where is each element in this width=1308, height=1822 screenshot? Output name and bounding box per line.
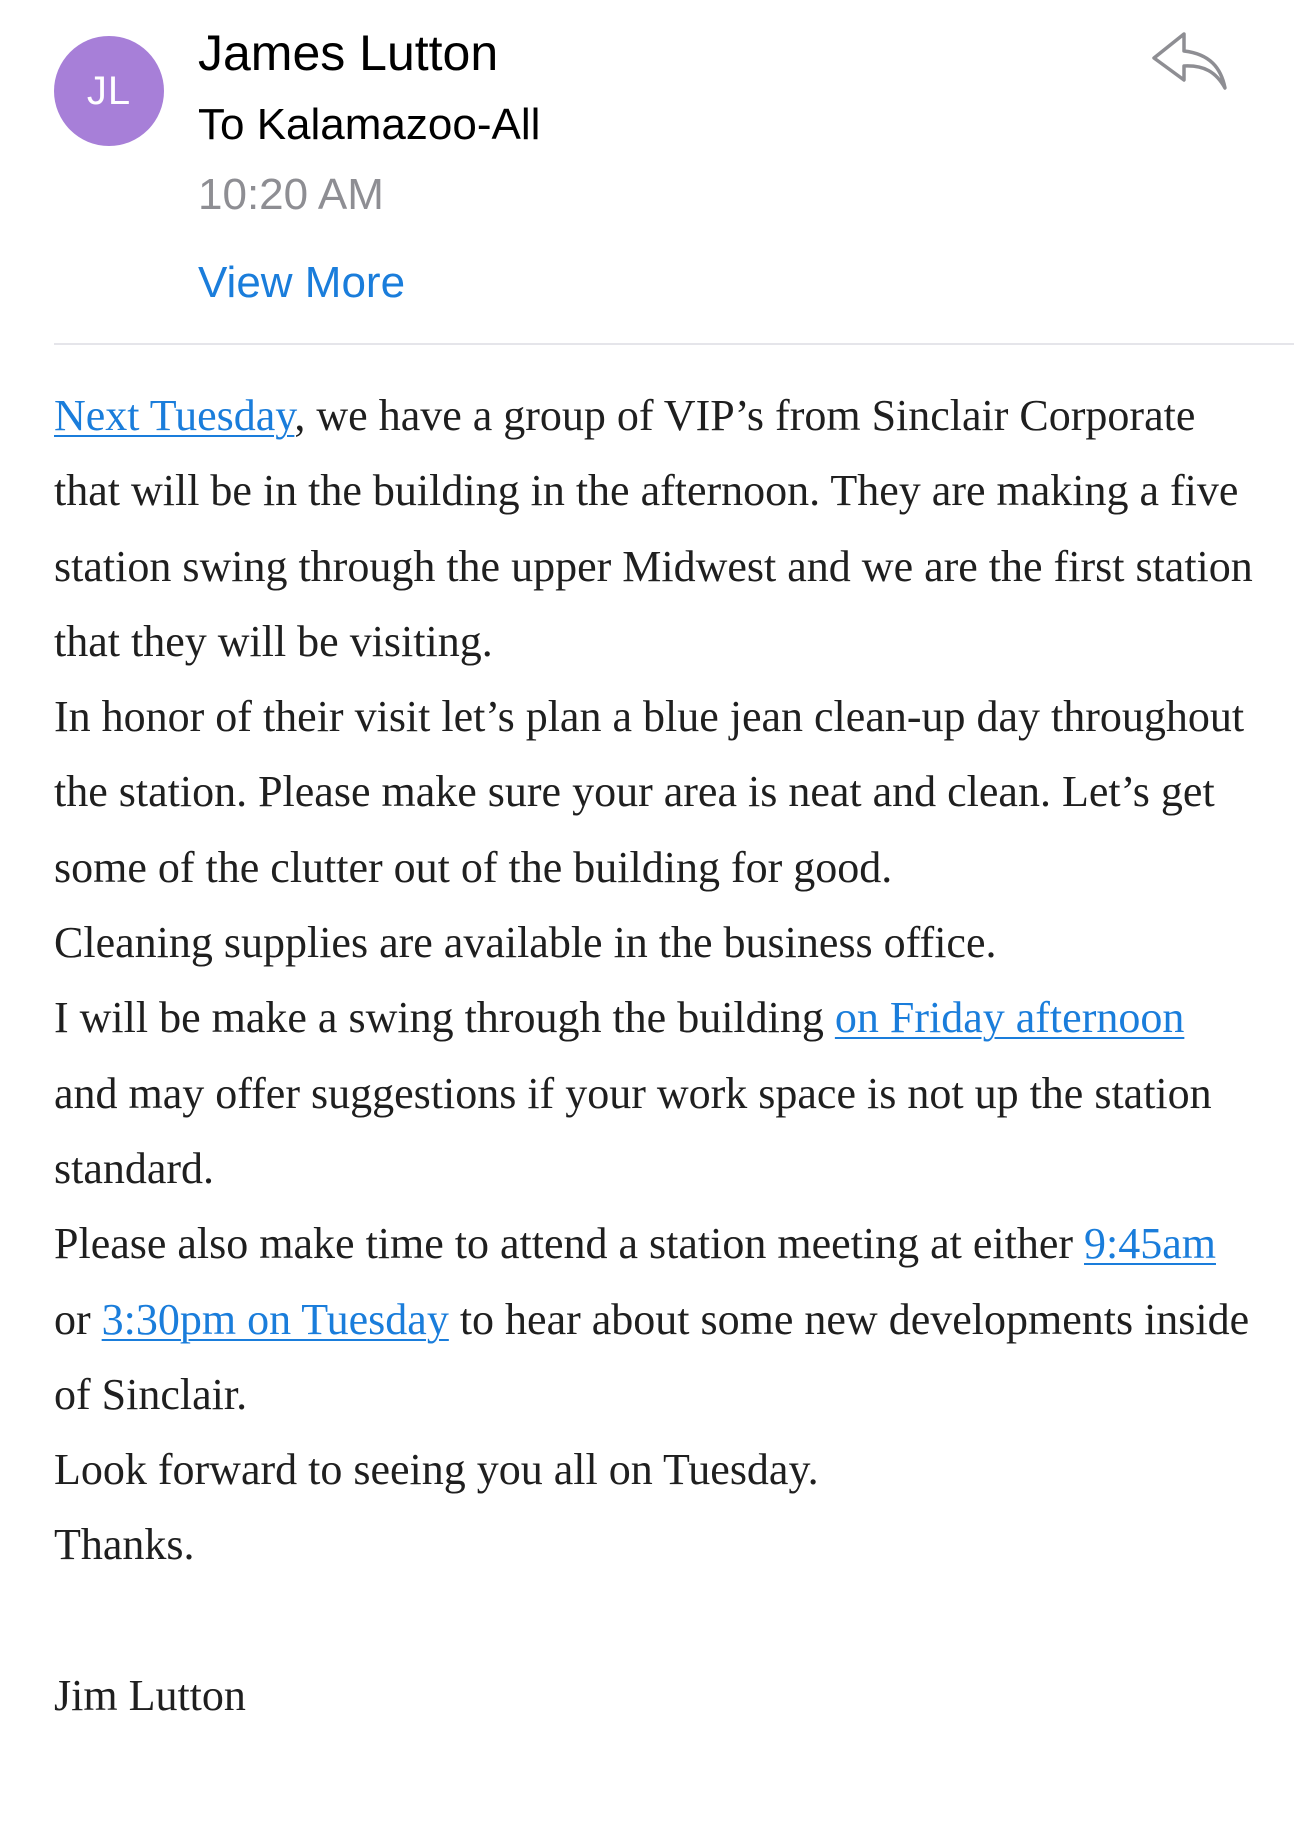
avatar-initials: JL bbox=[86, 68, 132, 113]
paragraph-5-text-middle: or bbox=[54, 1294, 102, 1344]
paragraph-5-text-end: to hear about some new developments inside of Sinclair. bbox=[54, 1294, 1250, 1419]
body-paragraph-4 bbox=[54, 980, 1254, 1206]
friday-afternoon-link[interactable]: on Friday afternoon bbox=[834, 993, 1185, 1043]
body-paragraph-3: Cleaning supplies are available in the business office. bbox=[54, 918, 997, 968]
sender-name[interactable]: James Lutton bbox=[198, 25, 499, 81]
reply-icon bbox=[1150, 28, 1230, 94]
body-paragraph-7: Thanks. bbox=[54, 1520, 195, 1570]
meeting-time-2-link[interactable]: 3:30pm on Tuesday bbox=[101, 1294, 449, 1344]
message-header bbox=[0, 0, 1308, 345]
body-paragraph-5 bbox=[54, 1206, 1254, 1432]
signature: Jim Lutton bbox=[54, 1671, 246, 1721]
message-time: 10:20 AM bbox=[198, 170, 384, 219]
recipient-line[interactable]: To Kalamazoo-All bbox=[198, 100, 541, 149]
body-paragraph-2: In honor of their visit let’s plan a blue jean clean-up day throughout the station. Please make sure your area is neat and clean. Let’s get some of the clutter out of the building for good. bbox=[54, 692, 1245, 892]
blank-line bbox=[54, 1583, 1254, 1658]
paragraph-5-text-start: Please also make time to attend a station meeting at either bbox=[54, 1219, 1085, 1269]
paragraph-4-text-start: I will be make a swing through the building bbox=[54, 993, 835, 1043]
body-paragraph-6: Look forward to seeing you all on Tuesday. bbox=[54, 1445, 819, 1495]
body-paragraph-1 bbox=[54, 378, 1254, 679]
reply-button[interactable] bbox=[1150, 28, 1230, 94]
header-divider bbox=[54, 343, 1294, 345]
paragraph-4-text-end: and may offer suggestions if your work space is not up the station standard. bbox=[54, 1068, 1212, 1193]
next-tuesday-link[interactable]: Next Tuesday bbox=[54, 391, 295, 440]
paragraph-1-text: , we have a group of VIP’s from Sinclair Corporate that will be in the building in the afternoon. They are making a five station swing through the upper Midwest and we are the first station that they will be visiting. bbox=[54, 391, 1253, 666]
message-body bbox=[54, 378, 1254, 1733]
sender-avatar[interactable] bbox=[54, 36, 164, 146]
view-more-link[interactable]: View More bbox=[198, 258, 406, 307]
meeting-time-1-link[interactable]: 9:45am bbox=[1084, 1219, 1216, 1269]
